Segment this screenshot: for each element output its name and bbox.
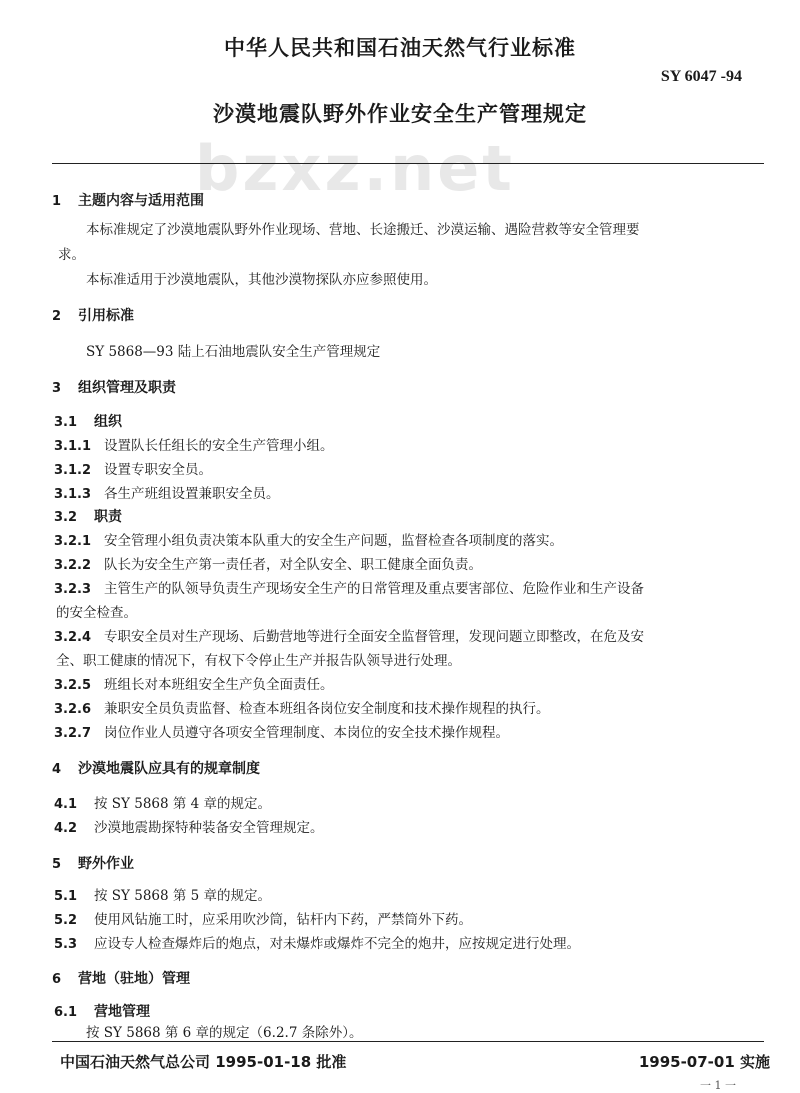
standard-code: SY 6047 -94 [660,68,742,85]
subsection-title: 职责 [94,509,122,525]
paragraph: 本标准适用于沙漠地震队，其他沙漠物探队亦应参照使用。 [86,272,437,288]
subsection-6-1-heading [54,1001,150,1021]
clause-3-2-6 [54,697,550,717]
clause-text: 使用风钻施工时，应采用吹沙筒，钻杆内下药，严禁筒外下药。 [94,912,472,928]
clause-number: 3.1.2 [54,463,92,478]
clause-4-2 [54,816,324,836]
section-2-heading [52,305,134,325]
clause-text: 专职安全员对生产现场、后勤营地等进行全面安全监督管理，发现问题立即整改，在危及安 [104,629,644,645]
clause-number: 3.2.4 [54,630,92,645]
clause-number: 5.1 [54,889,78,904]
subsection-title: 组织 [94,414,122,430]
clause-number: 4.2 [54,821,78,836]
header-divider [52,163,764,164]
clause-3-2-4 [54,625,644,645]
section-number: 6 [52,972,62,987]
clause-3-2-5 [54,673,334,693]
section-6-heading [52,968,190,988]
footer-divider [52,1041,764,1042]
approval-statement: 中国石油天然气总公司 1995-01-18 批准 [60,1053,347,1071]
section-number: 2 [52,309,62,324]
page-number: 一 1 一 [700,1079,736,1092]
section-title: 沙漠地震队应具有的规章制度 [78,761,260,777]
section-title: 野外作业 [78,856,134,872]
clause-text: 设置队长任组长的安全生产管理小组。 [104,438,334,454]
clause-text: 安全管理小组负责决策本队重大的安全生产问题，监督检查各项制度的落实。 [104,533,563,549]
clause-number: 5.2 [54,913,78,928]
subsection-3-1-heading [54,411,122,431]
document-title: 沙漠地震队野外作业安全生产管理规定 [213,102,587,126]
clause-text: 岗位作业人员遵守各项安全管理制度、本岗位的安全技术操作规程。 [104,725,509,741]
clause-continuation: 的安全检查。 [56,605,137,621]
section-title: 引用标准 [78,308,134,324]
paragraph: 按 SY 5868 第 6 章的规定（6.2.7 条除外）。 [86,1025,363,1041]
clause-number: 3.2.2 [54,558,92,573]
clause-text: 班组长对本班组安全生产负全面责任。 [104,677,334,693]
subsection-number: 3.1 [54,415,78,430]
clause-number: 5.3 [54,937,78,952]
clause-number: 3.1.3 [54,487,92,502]
clause-5-3 [54,932,580,952]
clause-text: 按 SY 5868 第 4 章的规定。 [94,796,272,812]
clause-text: 主管生产的队领导负责生产现场安全生产的日常管理及重点要害部位、危险作业和生产设备 [104,581,644,597]
clause-number: 3.2.7 [54,726,92,741]
clause-3-2-3 [54,577,644,597]
clause-number: 3.2.3 [54,582,92,597]
section-title: 组织管理及职责 [78,380,176,396]
paragraph-continuation: 求。 [58,247,85,263]
clause-number: 3.2.1 [54,534,92,549]
section-4-heading [52,758,260,778]
clause-text: 按 SY 5868 第 5 章的规定。 [94,888,272,904]
clause-3-1-3 [54,482,280,502]
section-number: 1 [52,194,62,209]
clause-3-2-7 [54,721,509,741]
clause-3-1-2 [54,458,212,478]
clause-number: 3.2.5 [54,678,92,693]
clause-number: 4.1 [54,797,78,812]
section-number: 5 [52,857,62,872]
subsection-number: 3.2 [54,510,78,525]
clause-text: 各生产班组设置兼职安全员。 [104,486,280,502]
clause-3-2-2 [54,553,482,573]
watermark: bzxz.net [195,132,515,205]
subsection-3-2-heading [54,506,122,526]
effective-date: 1995-07-01 实施 [638,1053,770,1071]
clause-4-1 [54,792,271,812]
section-title: 营地（驻地）管理 [78,971,190,987]
clause-text: 队长为安全生产第一责任者，对全队安全、职工健康全面负责。 [104,557,482,573]
section-3-heading [52,377,176,397]
clause-text: 沙漠地震勘探特种装备安全管理规定。 [94,820,324,836]
subsection-title: 营地管理 [94,1004,150,1020]
clause-5-1 [54,884,271,904]
paragraph: 本标准规定了沙漠地震队野外作业现场、营地、长途搬迁、沙漠运输、遇险营救等安全管理要 [86,222,640,238]
clause-text: 设置专职安全员。 [104,462,212,478]
clause-text: 兼职安全员负责监督、检查本班组各岗位安全制度和技术操作规程的执行。 [104,701,550,717]
clause-5-2 [54,908,472,928]
clause-number: 3.2.6 [54,702,92,717]
clause-3-2-1 [54,529,563,549]
subsection-number: 6.1 [54,1005,78,1020]
clause-continuation: 全、职工健康的情况下，有权下令停止生产并报告队领导进行处理。 [56,653,461,669]
clause-3-1-1 [54,434,334,454]
section-5-heading [52,853,134,873]
standard-organization: 中华人民共和国石油天然气行业标准 [224,36,576,60]
section-number: 3 [52,381,62,396]
clause-number: 3.1.1 [54,439,92,454]
clause-text: 应设专人检查爆炸后的炮点，对未爆炸或爆炸不完全的炮井，应按规定进行处理。 [94,936,580,952]
section-number: 4 [52,762,62,777]
section-title: 主题内容与适用范围 [78,193,204,209]
referenced-standard: SY 5868—93 陆上石油地震队安全生产管理规定 [86,344,381,360]
section-1-heading [52,190,204,210]
